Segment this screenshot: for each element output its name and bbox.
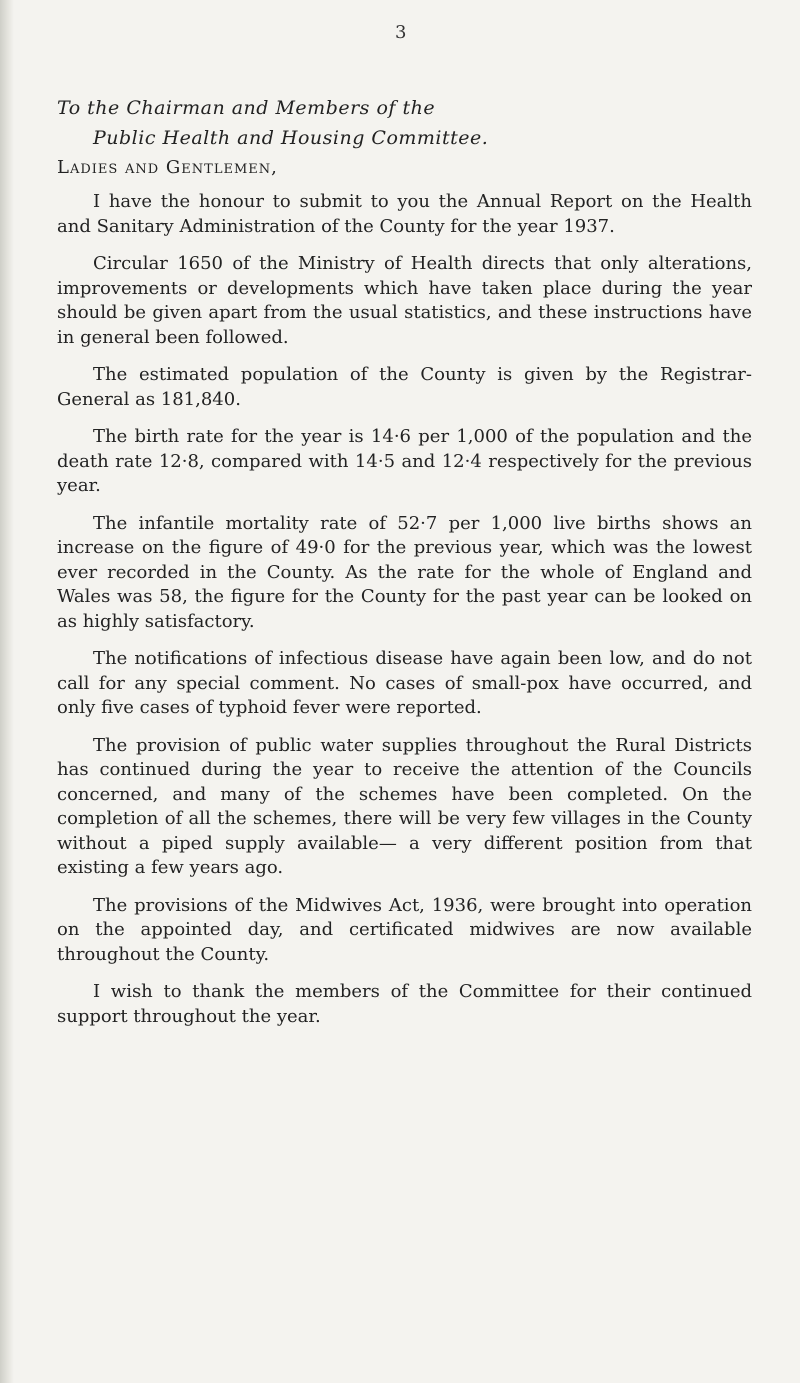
letter-body <box>57 190 752 1042</box>
salutation: Ladies and Gentlemen, <box>57 157 278 178</box>
page-edge-shadow <box>0 0 14 1383</box>
address-block <box>57 93 488 153</box>
paragraph-6: The notifications of infectious disease have again been low, and do not call for any special comment. No cases of small-pox have occurred, and only five cases of typhoid fever were reported. <box>57 648 752 718</box>
paragraph-3: The estimated population of the County is given by the Registrar-General as 181,840. <box>57 364 752 410</box>
paragraph-9: I wish to thank the members of the Committee for their continued support throughout the year. <box>57 981 752 1027</box>
paragraph-1: I have the honour to submit to you the Annual Report on the Health and Sanitary Administration of the County for the year 1937. <box>57 191 752 237</box>
paragraph-2: Circular 1650 of the Ministry of Health directs that only alterations, improvements or developments which have taken place during the year should be given apart from the usual statistics, and these instructions have in general been followed. <box>57 253 752 348</box>
address-line-1: To the Chairman and Members of the <box>57 97 436 119</box>
address-line-2: Public Health and Housing Committee. <box>93 127 489 149</box>
paragraph-4: The birth rate for the year is 14·6 per 1,000 of the population and the death rate 12·8, compared with 14·5 and 12·4 respectively for the previous year. <box>57 426 752 496</box>
paragraph-5: The infantile mortality rate of 52·7 per 1,000 live births shows an increase on the figure of 49·0 for the previous year, which was the lowest ever recorded in the County. As the rate for the whole of England and Wales was 58, the figure for the County for the past year can be looked on as highly satisfactory. <box>57 512 752 632</box>
page-number: 3 <box>395 22 407 43</box>
paragraph-7: The provision of public water supplies throughout the Rural Districts has continued during the year to receive the attention of the Councils concerned, and many of the schemes have been completed. On the completion of all the schemes, there will be very few villages in the County without a piped supply available— a very different position from that existing a few years ago. <box>57 734 752 878</box>
paragraph-8: The provisions of the Midwives Act, 1936, were brought into operation on the appointed day, and certificated midwives are now available throughout the County. <box>57 894 752 965</box>
